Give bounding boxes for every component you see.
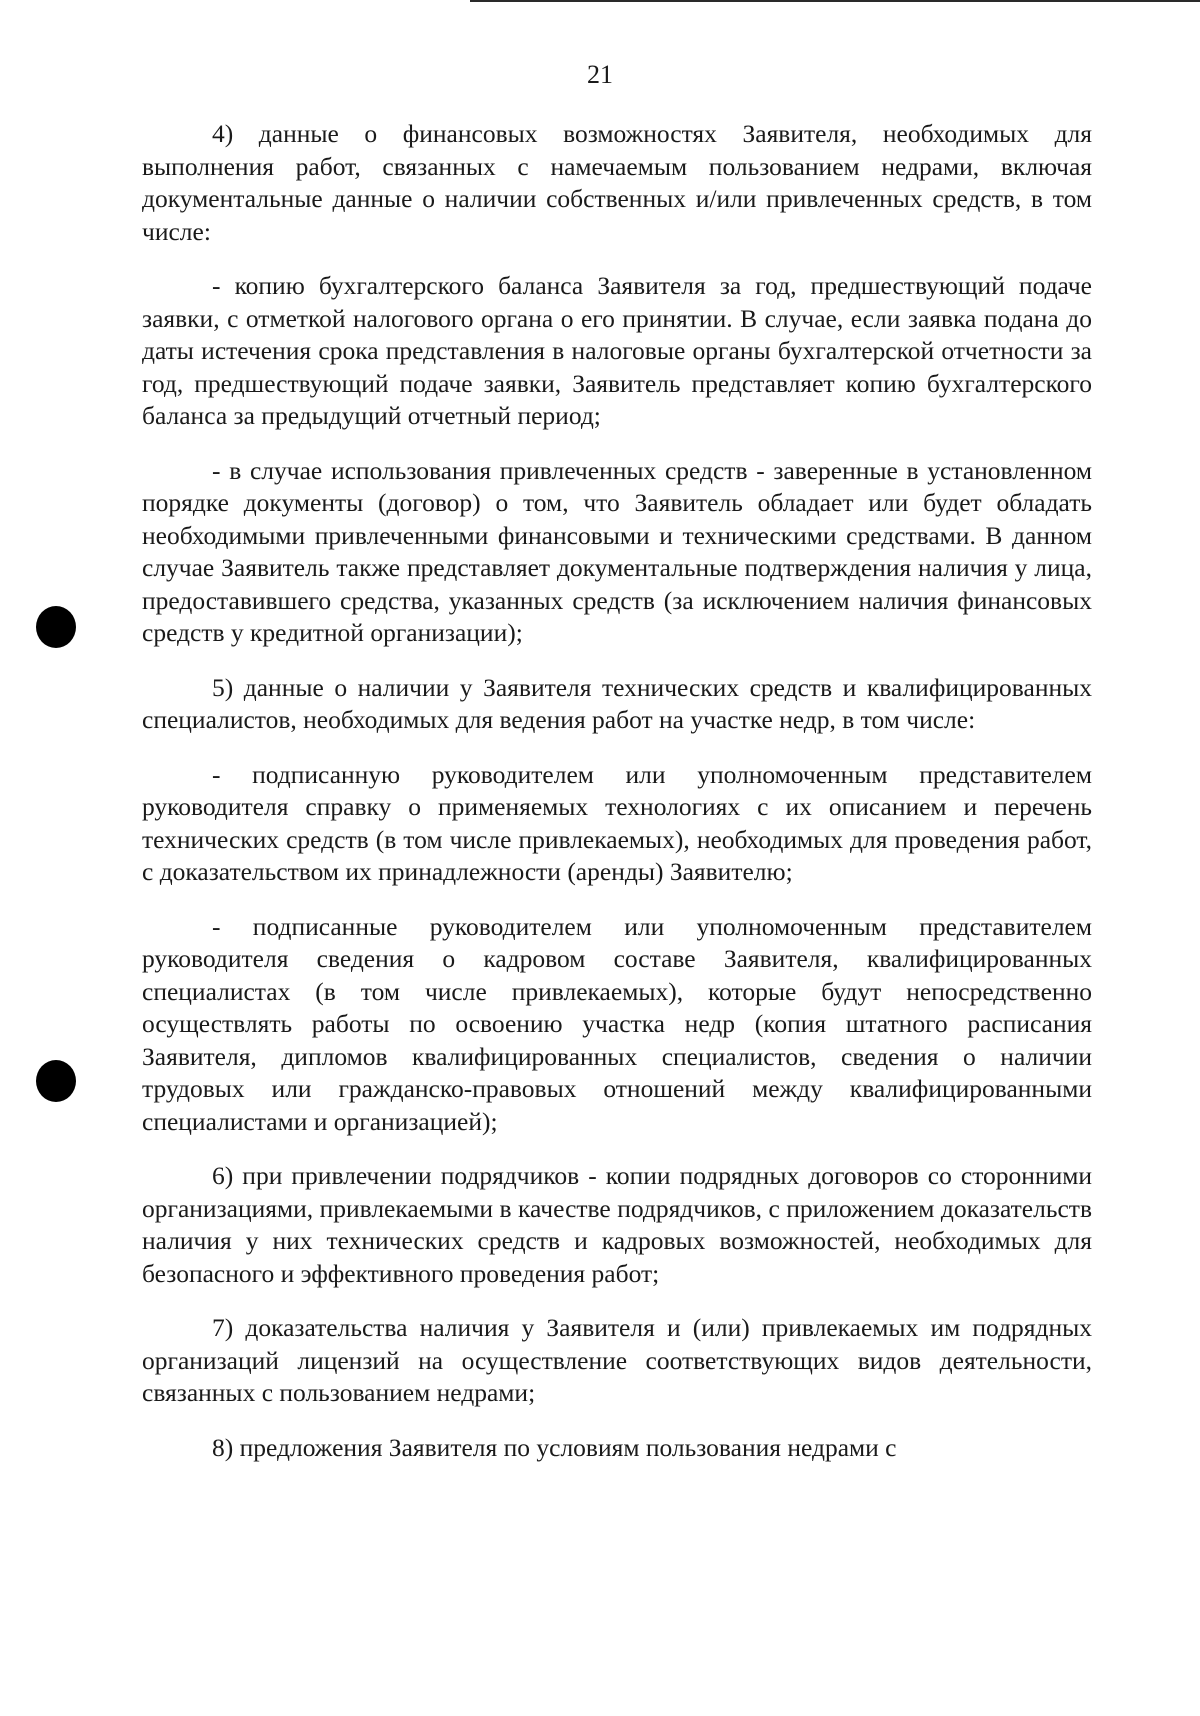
paragraph-balance-copy: - копию бухгалтерского баланса Заявителя за год, предшествующий подаче заявки, с отметкой налогового органа о его принятии. В случае, если заявка подана до даты истечения срока представления в налоговые органы бухгалтерской отчетности за год, предшествующий подаче заявки, Заявитель представляет копию бухгалтерского баланса за предыдущий отчетный период; bbox=[142, 271, 1092, 430]
page-number: 21 bbox=[587, 60, 613, 89]
paragraph-staff-info: - подписанные руководителем или уполномоченным представителем руководителя сведения о кадровом составе Заявителя, квалифицированных специалистах (в том числе привлекаемых), которые будут непосредственно осуществлять работы по освоению участка недр (копия штатного расписания Заявителя, дипломов квалифицированных специалистов, сведения о наличии трудовых или гражданско-правовых отношений между квалифицированными специалистами и организацией); bbox=[142, 911, 1092, 1136]
punch-hole-mark bbox=[36, 606, 76, 648]
top-edge-rule bbox=[470, 0, 1200, 2]
paragraph-item-6: 6) при привлечении подрядчиков - копии подрядных договоров со сторонними организациями, привлекаемыми в качестве подрядчиков, с приложением доказательств наличия у них технических средств и кадровых возможностей, необходимых для безопасного и эффективного проведения работ; bbox=[142, 1161, 1092, 1288]
document-body bbox=[142, 118, 1092, 1464]
paragraph-item-5: 5) данные о наличии у Заявителя технических средств и квалифицированных специалистов, необходимых для ведения работ на участке недр, в том числе: bbox=[142, 672, 1092, 734]
paragraph-technology-reference: - подписанную руководителем или уполномоченным представителем руководителя справку о применяемых технологиях с их описанием и перечень технических средств (в том числе привлекаемых), необходимых для проведения работ, с доказательством их принадлежности (аренды) Заявителю; bbox=[142, 759, 1092, 886]
paragraph-item-8: 8) предложения Заявителя по условиям пользования недрами с bbox=[212, 1432, 897, 1462]
paragraph-item-7: 7) доказательства наличия у Заявителя и (или) привлекаемых им подрядных организаций лицензий на осуществление соответствующих видов деятельности, связанных с пользованием недрами; bbox=[142, 1313, 1092, 1407]
paragraph-item-4: 4) данные о финансовых возможностях Заявителя, необходимых для выполнения работ, связанных с намечаемым пользованием недрами, включая документальные данные о наличии собственных и/или привлеченных средств, в том числе: bbox=[142, 119, 1092, 246]
punch-hole-mark bbox=[36, 1060, 76, 1102]
paragraph-borrowed-funds: - в случае использования привлеченных средств - заверенные в установленном порядке документы (договор) о том, что Заявитель обладает или будет обладать необходимыми привлеченными финансовыми и техническими средствами. В данном случае Заявитель также представляет документальные подтверждения наличия у лица, предоставившего средства, указанных средств (за исключением наличия финансовых средств у кредитной организации); bbox=[142, 455, 1092, 647]
